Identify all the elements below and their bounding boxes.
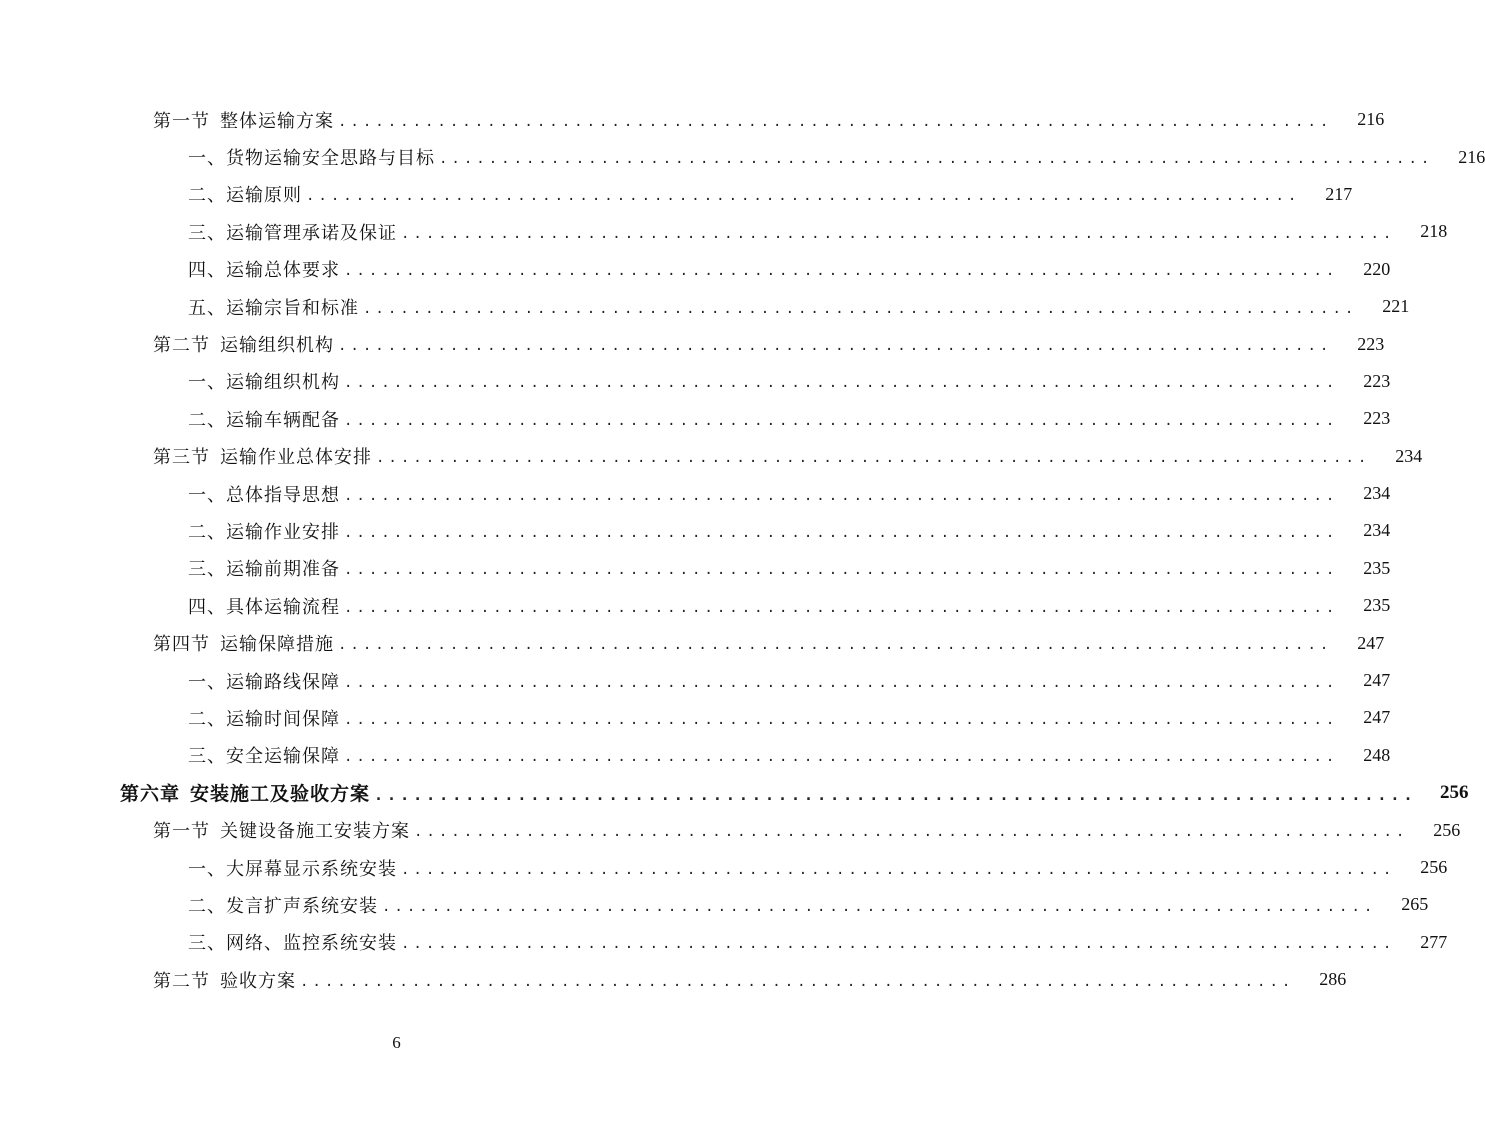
toc-entry-title (153, 107, 334, 133)
toc-entry-page: 286 (1319, 969, 1347, 990)
toc-entry-title (188, 705, 340, 731)
toc-entry-title (120, 779, 370, 806)
toc-dot-leader: ................................................................................ (344, 749, 1339, 766)
toc-entry-item[interactable] (0, 587, 1391, 624)
toc-entry-prefix: 四、 (188, 260, 226, 282)
toc-dot-leader: ................................................................................ (376, 450, 1371, 467)
toc-entry-title (153, 443, 372, 469)
toc-entry-item[interactable] (0, 512, 1391, 549)
toc-entry-prefix: 二、 (188, 409, 226, 431)
toc-entry-title (188, 144, 435, 170)
page-number: 6 (392, 1033, 401, 1052)
toc-entry-item[interactable] (0, 400, 1391, 437)
toc-dot-leader: ................................................................................ (344, 487, 1339, 504)
toc-entry-item[interactable] (0, 924, 1448, 961)
toc-entry-prefix: 第六章 (120, 783, 181, 806)
toc-entry-text: 货物运输安全思路与目标 (226, 148, 435, 170)
toc-entry-page: 265 (1401, 894, 1429, 915)
toc-entry-page: 217 (1325, 183, 1353, 204)
toc-entry-text: 安装施工及验收方案 (190, 783, 371, 806)
table-of-contents (0, 101, 1485, 998)
toc-entry-prefix: 二、 (188, 521, 226, 543)
toc-entry-page: 235 (1363, 557, 1391, 578)
toc-entry-title (188, 668, 340, 694)
toc-entry-prefix: 一、 (188, 372, 226, 394)
toc-entry-prefix: 一、 (188, 484, 226, 506)
toc-entry-page: 234 (1395, 445, 1423, 466)
toc-entry-prefix: 二、 (188, 185, 226, 207)
toc-entry-section[interactable] (0, 101, 1385, 138)
toc-entry-item[interactable] (0, 288, 1410, 325)
toc-dot-leader: ................................................................................ (344, 412, 1339, 429)
toc-dot-leader: ................................................................................ (382, 898, 1377, 915)
toc-entry-page: 216 (1458, 146, 1485, 167)
toc-entry-prefix: 二、 (188, 895, 226, 917)
toc-entry-text: 运输作业总体安排 (220, 447, 372, 469)
toc-entry-text: 运输宗旨和标准 (226, 297, 359, 319)
toc-entry-page: 247 (1363, 670, 1391, 691)
toc-entry-title (188, 593, 340, 619)
toc-entry-page: 247 (1357, 632, 1385, 653)
toc-entry-item[interactable] (0, 886, 1429, 923)
toc-entry-prefix: 第四节 (153, 634, 210, 656)
toc-entry-prefix: 三、 (188, 746, 226, 768)
toc-entry-page: 256 (1433, 819, 1461, 840)
toc-entry-text: 运输组织机构 (220, 335, 334, 357)
toc-entry-page: 235 (1363, 595, 1391, 616)
toc-entry-prefix: 一、 (188, 148, 226, 170)
toc-entry-text: 具体运输流程 (226, 596, 340, 618)
toc-entry-item[interactable] (0, 550, 1391, 587)
toc-dot-leader: ................................................................................ (414, 824, 1409, 841)
toc-entry-text: 运输组织机构 (226, 372, 340, 394)
toc-entry-title (153, 967, 296, 993)
toc-entry-text: 运输管理承诺及保证 (226, 222, 397, 244)
toc-entry-prefix: 三、 (188, 222, 226, 244)
toc-entry-item[interactable] (0, 213, 1448, 250)
toc-entry-page: 256 (1420, 857, 1448, 877)
toc-entry-page: 221 (1382, 296, 1410, 317)
toc-dot-leader: ................................................................................ (338, 338, 1333, 355)
toc-entry-item[interactable] (0, 363, 1391, 400)
toc-dot-leader: ................................................................................ (344, 263, 1339, 280)
toc-entry-item[interactable] (0, 176, 1353, 213)
toc-entry-prefix: 第一节 (153, 110, 210, 132)
toc-entry-title (188, 294, 359, 320)
toc-entry-title (188, 219, 397, 245)
toc-entry-prefix: 第三节 (153, 447, 210, 469)
toc-entry-prefix: 四、 (188, 596, 226, 618)
toc-entry-section[interactable] (0, 811, 1461, 848)
toc-entry-text: 运输总体要求 (226, 260, 340, 282)
toc-entry-prefix: 三、 (188, 933, 226, 955)
toc-entry-title (188, 368, 340, 394)
toc-entry-text: 运输时间保障 (226, 708, 340, 730)
toc-entry-page: 234 (1363, 483, 1391, 504)
toc-entry-title (188, 929, 397, 955)
toc-entry-prefix: 三、 (188, 559, 226, 581)
toc-entry-title (188, 256, 340, 282)
toc-entry-text: 验收方案 (220, 970, 296, 992)
toc-entry-text: 关键设备施工安装方案 (220, 821, 410, 843)
toc-entry-title (188, 742, 340, 768)
toc-entry-text: 运输路线保障 (226, 671, 340, 693)
toc-entry-title (188, 518, 340, 544)
toc-entry-title (153, 630, 334, 656)
toc-dot-leader: ................................................................................ (363, 300, 1358, 317)
toc-entry-page: 216 (1357, 109, 1385, 130)
toc-dot-leader: ................................................................................ (344, 375, 1339, 392)
toc-entry-item[interactable] (0, 662, 1391, 699)
toc-dot-leader: ................................................................................ (344, 674, 1339, 691)
toc-dot-leader: ................................................................................ (401, 225, 1396, 242)
toc-dot-leader: ................................................................................ (344, 524, 1339, 541)
toc-entry-section[interactable] (0, 624, 1385, 661)
toc-entry-item[interactable] (0, 737, 1391, 774)
toc-entry-text: 运输前期准备 (226, 559, 340, 581)
toc-entry-title (188, 555, 340, 581)
toc-entry-title (188, 181, 302, 207)
toc-entry-title (188, 481, 340, 507)
toc-dot-leader: ................................................................................ (401, 936, 1396, 953)
toc-entry-prefix: 第二节 (153, 970, 210, 992)
toc-entry-title (188, 855, 397, 881)
toc-entry-page: 220 (1363, 258, 1391, 279)
toc-entry-item[interactable] (0, 138, 1485, 175)
toc-entry-page: 247 (1363, 707, 1391, 728)
toc-entry-prefix: 二、 (188, 708, 226, 730)
toc-entry-section[interactable] (0, 438, 1423, 475)
toc-entry-title (188, 406, 340, 432)
toc-dot-leader: ................................................................................ (306, 188, 1301, 205)
toc-entry-text: 整体运输方案 (220, 110, 334, 132)
toc-entry-text: 大屏幕显示系统安装 (226, 858, 397, 880)
toc-dot-leader: ................................................................................ (401, 861, 1396, 878)
toc-entry-title (188, 892, 378, 918)
toc-dot-leader: ................................................................................ (439, 151, 1434, 168)
toc-entry-page: 256 (1440, 781, 1469, 803)
toc-dot-leader: ................................................................................ (344, 599, 1339, 616)
toc-entry-text: 运输保障措施 (220, 634, 334, 656)
toc-entry-text: 运输作业安排 (226, 521, 340, 543)
toc-dot-leader: ................................................................................ (374, 785, 1417, 804)
toc-entry-text: 总体指导思想 (226, 484, 340, 506)
toc-entry-prefix: 第一节 (153, 821, 210, 843)
toc-entry-page: 223 (1357, 333, 1385, 354)
toc-entry-item[interactable] (0, 251, 1391, 288)
toc-dot-leader: ................................................................................ (338, 113, 1333, 130)
toc-entry-text: 发言扩声系统安装 (226, 895, 378, 917)
toc-entry-item[interactable] (0, 475, 1391, 512)
toc-entry-text: 运输车辆配备 (226, 409, 340, 431)
toc-entry-title (153, 817, 410, 843)
toc-entry-item[interactable] (0, 699, 1391, 736)
toc-entry-prefix: 五、 (188, 297, 226, 319)
toc-dot-leader: ................................................................................ (344, 562, 1339, 579)
toc-entry-text: 网络、监控系统安装 (226, 933, 397, 955)
toc-entry-item[interactable] (0, 849, 1448, 886)
toc-dot-leader: ................................................................................ (338, 637, 1333, 654)
toc-entry-prefix: 一、 (188, 858, 226, 880)
toc-entry-page: 223 (1363, 370, 1391, 391)
toc-entry-page: 223 (1363, 408, 1391, 429)
toc-entry-title (153, 331, 334, 357)
toc-entry-page: 248 (1363, 744, 1391, 765)
toc-entry-page: 218 (1420, 221, 1448, 242)
toc-entry-prefix: 第二节 (153, 335, 210, 357)
toc-entry-text: 安全运输保障 (226, 746, 340, 768)
toc-entry-prefix: 一、 (188, 671, 226, 693)
toc-entry-section[interactable] (0, 325, 1385, 362)
toc-dot-leader: ................................................................................ (344, 711, 1339, 728)
toc-entry-section[interactable] (0, 961, 1347, 998)
toc-entry-text: 运输原则 (226, 185, 302, 207)
toc-dot-leader: ................................................................................ (300, 973, 1295, 990)
toc-entry-page: 234 (1363, 520, 1391, 541)
toc-entry-page: 277 (1420, 931, 1448, 952)
toc-entry-chapter[interactable] (0, 774, 1469, 811)
